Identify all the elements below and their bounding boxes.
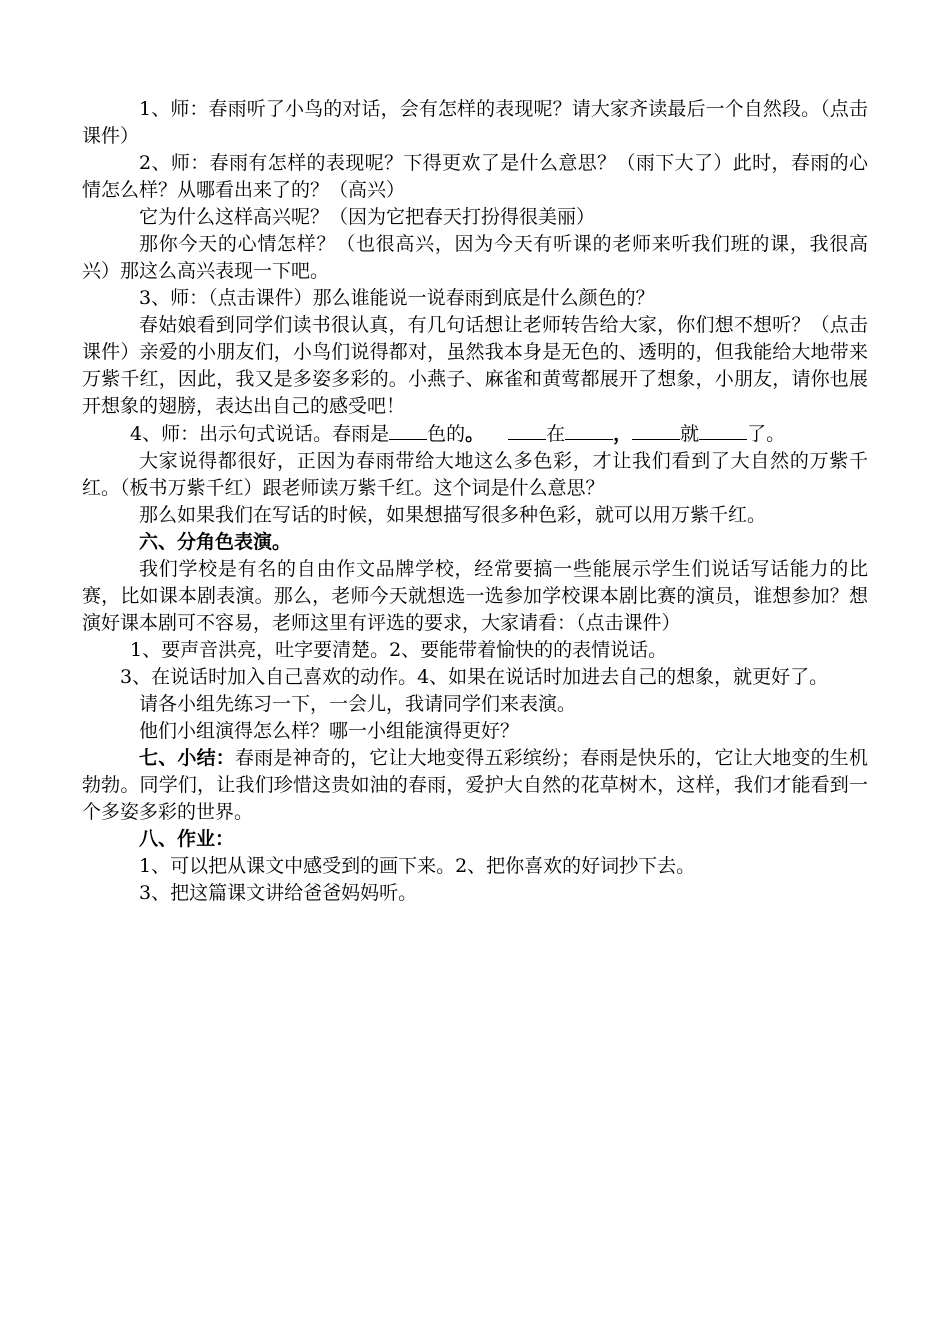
sentence-pattern-jiu: 就: [680, 423, 700, 445]
sentence-pattern-se: 色的: [427, 423, 466, 445]
blank-who: [508, 420, 546, 440]
paragraph-12: 1、要声音洪亮，吐字要清楚。2、要能带着愉快的的表情说话。: [130, 639, 668, 661]
paragraph-18: 1、可以把从课文中感受到的画下来。2、把你喜欢的好词抄下去。: [139, 855, 696, 877]
blank-where: [565, 420, 613, 440]
paragraph-8: 大家说得都很好，正因为春雨带给大地这么多色彩，才让我们看到了大自然的万紫千红。（板书万紫千红）跟老师读万紫千红。这个词是什么意思？: [82, 450, 868, 499]
section-heading-8: 八、作业：: [139, 828, 235, 850]
paragraph-2: 2、师：春雨有怎样的表现呢？下得更欢了是什么意思？（雨下大了）此时，春雨的心情怎么样？从哪看出来了的？（高兴）: [82, 152, 868, 201]
paragraph-1: 1、师：春雨听了小鸟的对话，会有怎样的表现呢？请大家齐读最后一个自然段。（点击课件）: [82, 98, 868, 147]
blank-what: [632, 420, 680, 440]
sentence-pattern-comma: ，: [613, 423, 633, 445]
sentence-pattern-line: [82, 420, 868, 448]
paragraph-5: 3、师：（点击课件）那么谁能说一说春雨到底是什么颜色的？: [139, 287, 655, 309]
paragraph-6: 春姑娘看到同学们读书很认真，有几句话想让老师转告给大家，你们想不想听？（点击课件）亲爱的小朋友们，小鸟们说得都对，虽然我本身是无色的、透明的，但我能给大地带来万紫千红，因此，我又是多姿多彩的。小燕子、麻雀和黄莺都展开了想象，小朋友，请你也展开想象的翅膀，表达出自己的感受吧！: [82, 314, 868, 417]
paragraph-14: 请各小组先练习一下，一会儿，我请同学们来表演。: [139, 693, 577, 715]
sentence-pattern-zai: 在: [546, 423, 566, 445]
paragraph-11: 我们学校是有名的自由作文品牌学校，经常要搞一些能展示学生们说话写话能力的比赛，比如课本剧表演。那么，老师今天就想选一选参加学校课本剧比赛的演员，谁想参加？想演好课本剧可不容易，老师这里有评选的要求，大家请看：（点击课件）: [82, 558, 868, 634]
paragraph-4: 那你今天的心情怎样？（也很高兴，因为今天有听课的老师来听我们班的课，我很高兴）那这么高兴表现一下吧。: [82, 233, 868, 282]
blank-color: [389, 420, 427, 440]
document-page: [82, 96, 868, 907]
sentence-pattern-le: 了。: [747, 423, 786, 445]
paragraph-15: 他们小组演得怎么样？哪一小组能演得更好？: [139, 720, 520, 742]
summary-heading: 七、小结：: [139, 747, 235, 769]
paragraph-9: 那么如果我们在写话的时候，如果想描写很多种色彩，就可以用万紫千红。: [139, 504, 767, 526]
section-heading-6: 六、分角色表演。: [139, 531, 292, 553]
summary-text: 春雨是神奇的，它让大地变得五彩缤纷；春雨是快乐的，它让大地变的生机勃勃。同学们，让我们珍惜这贵如油的春雨，爱护大自然的花草树木，这样，我们才能看到一个多姿多彩的世界。: [82, 747, 868, 823]
paragraph-19: 3、把这篇课文讲给爸爸妈妈听。: [139, 882, 418, 904]
sentence-pattern-period: 。: [465, 423, 485, 445]
blank-result: [699, 420, 747, 440]
sentence-pattern-lead: 4、师：出示句式说话。春雨是: [130, 423, 390, 445]
summary-paragraph: [82, 745, 868, 826]
paragraph-13: 3、在说话时加入自己喜欢的动作。4、如果在说话时加进去自己的想象，就更好了。: [120, 666, 829, 688]
paragraph-3: 它为什么这样高兴呢？（因为它把春天打扮得很美丽）: [139, 206, 596, 228]
